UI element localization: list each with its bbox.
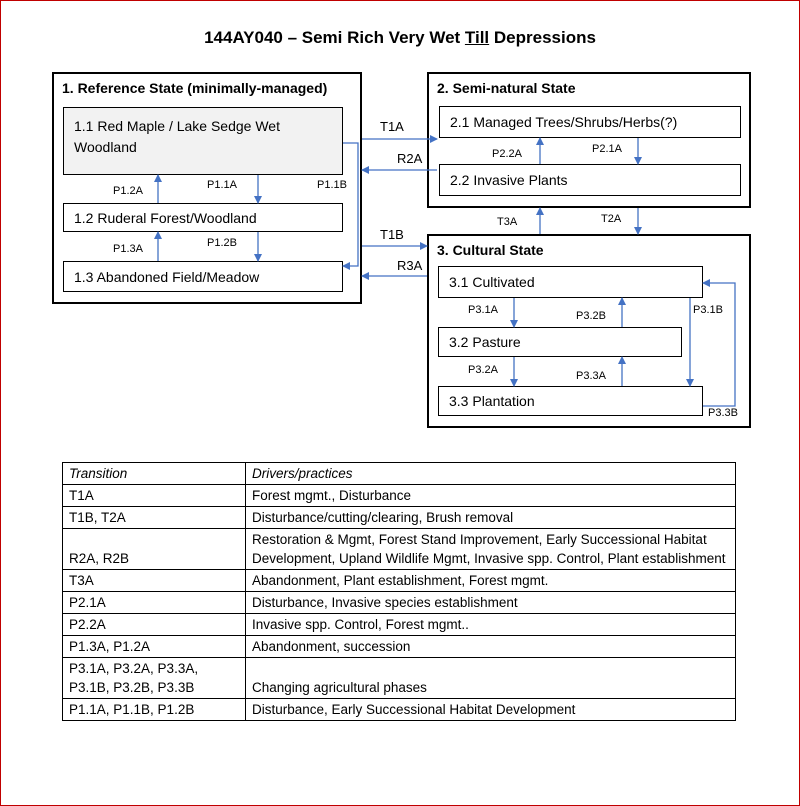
cultural-state-title: 3. Cultural State — [437, 242, 544, 258]
label-p3-3a: P3.3A — [576, 370, 606, 382]
table-row — [63, 529, 736, 570]
cell-drivers: Invasive spp. Control, Forest mgmt.. — [246, 614, 736, 636]
label-p1-3a: P1.3A — [113, 243, 143, 255]
cell-transition: T1A — [63, 485, 246, 507]
phase-3-3: 3.3 Plantation — [438, 386, 703, 416]
label-t2a: T2A — [601, 213, 622, 225]
label-p1-2a: P1.2A — [113, 185, 143, 197]
phase-2-2: 2.2 Invasive Plants — [439, 164, 741, 196]
cell-transition: P1.3A, P1.2A — [63, 636, 246, 658]
label-p3-2a: P3.2A — [468, 364, 498, 376]
label-t1a: T1A — [380, 119, 404, 134]
label-p1-2b: P1.2B — [207, 237, 237, 249]
cell-drivers: Changing agricultural phases — [246, 658, 736, 699]
cell-drivers: Forest mgmt., Disturbance — [246, 485, 736, 507]
cell-drivers: Abandonment, Plant establishment, Forest mgmt. — [246, 570, 736, 592]
cell-transition: P2.2A — [63, 614, 246, 636]
table-row — [63, 592, 736, 614]
phase-1-3: 1.3 Abandoned Field/Meadow — [63, 261, 343, 292]
label-p3-1a: P3.1A — [468, 304, 498, 316]
phase-3-1: 3.1 Cultivated — [438, 266, 703, 298]
label-r2a: R2A — [397, 151, 423, 166]
label-p3-2b: P3.2B — [576, 310, 606, 322]
label-p3-3b: P3.3B — [708, 407, 738, 419]
cell-transition: P3.1A, P3.2A, P3.3A, P3.1B, P3.2B, P3.3B — [63, 658, 246, 699]
label-t3a: T3A — [497, 216, 518, 228]
table-row — [63, 485, 736, 507]
label-r3a: R3A — [397, 258, 423, 273]
table-header-row — [63, 463, 736, 485]
table-row — [63, 614, 736, 636]
cell-drivers: Abandonment, succession — [246, 636, 736, 658]
cell-drivers: Disturbance, Invasive species establishment — [246, 592, 736, 614]
cell-transition: T3A — [63, 570, 246, 592]
diagram-title: 144AY040 – Semi Rich Very Wet Till Depressions — [204, 28, 596, 47]
table-row — [63, 699, 736, 721]
table-row — [63, 570, 736, 592]
table-row — [63, 636, 736, 658]
header-transition: Transition — [63, 463, 246, 485]
cell-transition: T1B, T2A — [63, 507, 246, 529]
semi-natural-state-title: 2. Semi-natural State — [437, 80, 576, 96]
label-p1-1a: P1.1A — [207, 179, 237, 191]
cell-transition: P2.1A — [63, 592, 246, 614]
cell-transition: P1.1A, P1.1B, P1.2B — [63, 699, 246, 721]
cell-transition: R2A, R2B — [63, 529, 246, 570]
phase-3-2: 3.2 Pasture — [438, 327, 682, 357]
table-row — [63, 658, 736, 699]
label-p2-1a: P2.1A — [592, 143, 622, 155]
arrow-p1-1b — [343, 143, 358, 266]
table-row — [63, 507, 736, 529]
transitions-table — [62, 462, 736, 721]
cell-drivers: Disturbance, Early Successional Habitat Development — [246, 699, 736, 721]
reference-state-title: 1. Reference State (minimally-managed) — [62, 80, 328, 96]
arrow-p3-3b — [703, 283, 735, 406]
label-p1-1b: P1.1B — [317, 179, 347, 191]
header-drivers: Drivers/practices — [246, 463, 736, 485]
phase-1-2: 1.2 Ruderal Forest/Woodland — [63, 203, 343, 232]
phase-2-1: 2.1 Managed Trees/Shrubs/Herbs(?) — [439, 106, 741, 138]
phase-1-1: 1.1 Red Maple / Lake Sedge Wet Woodland — [63, 107, 343, 175]
label-t1b: T1B — [380, 227, 404, 242]
label-p2-2a: P2.2A — [492, 148, 522, 160]
label-p3-1b: P3.1B — [693, 304, 723, 316]
cell-drivers: Disturbance/cutting/clearing, Brush removal — [246, 507, 736, 529]
cell-drivers: Restoration & Mgmt, Forest Stand Improvement, Early Successional Habitat Development, Upland Wildlife Mgmt, Invasive spp. Control, Plant establishment — [246, 529, 736, 570]
